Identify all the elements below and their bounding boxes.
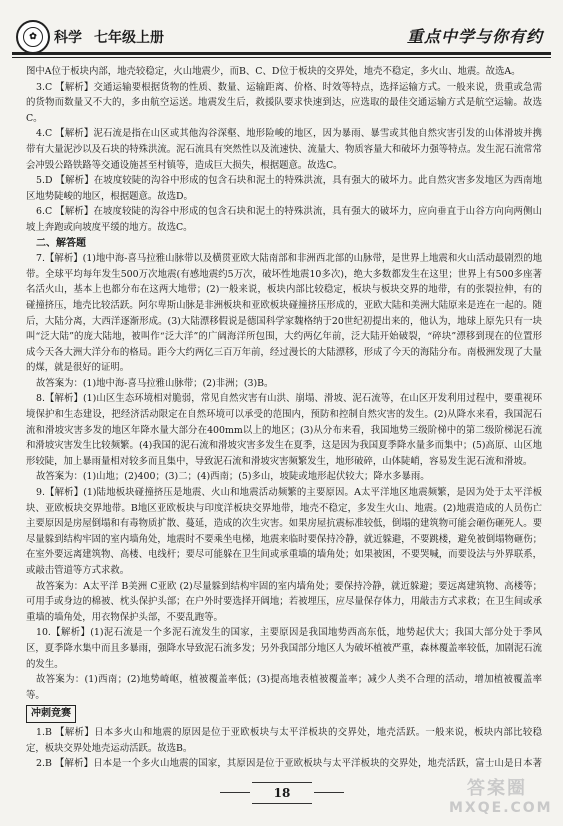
brand-title: 重点中学与你有约 <box>406 27 543 46</box>
answer-item: 5.D 【解析】在坡度较陡的沟谷中形成的包含石块和泥土的特殊洪流，具有强大的破坏力。此自然灾害多发地区为西南地区地势陡峻的地区，根据题意。故选D。 <box>26 175 542 202</box>
answer-item: 2.B 【解析】日本是一个多火山地震的国家，其原因是位于亚欧板块与太平洋板块的交界处，地壳活跃，富士山是日本著 <box>36 758 542 770</box>
answer-body <box>26 64 542 772</box>
answer-item: 7.【解析】(1)地中海-喜马拉雅山脉带以及横贯亚欧大陆南部和非洲西北部的山脉带，是世界上地震和火山活动最剧烈的地带。全球平均每年发生500万次地震(有感地震约5万次，破坏性地震10多次)，绝大多数都发生在这里；世界上有500多座著名活火山，基本上也都分布在这两大地带；(2)一般来说，板块内部比较稳定，板块与板块交界的地带，有的张裂拉伸，有的碰撞挤压，地壳比较活跃。阿尔卑斯山脉是非洲板块和亚欧板块碰撞挤压形成的，亚欧大陆和美洲大陆原来是连在一起的。随后，大陆分离，大西洋逐渐形成。(3)大陆漂移假说是德国科学家魏格纳于20世纪初提出来的，他认为，地球上原先只有一块叫“泛大陆”的庞大陆地，被叫作“泛大洋”的广阔海洋所包围，大约两亿年前，泛大陆开始破裂，“碎块”漂移到现在的位置形成今天各大洲大洋分布的格局。距今大约两亿三百万年前，经过漫长的大陆漂移，形成了今天的海陆分布。南极洲发现了大量的煤，就是很好的证明。 <box>26 253 542 374</box>
answer-item: 4.C 【解析】泥石流是指在山区或其他沟谷深壑、地形险峻的地区，因为暴雨、暴雪或其他自然灾害引发的山体滑坡并携带有大量泥沙以及石块的特殊洪流。泥石流具有突然性以及流速快、流量大、物质容量大和破坏力强等特点。发生泥石流常常会冲毁公路铁路等交通设施甚至村镇等，造成巨大损失，根据题意。故选C。 <box>26 128 542 171</box>
answer-item: 3.C 【解析】交通运输要根据货物的性质、数量、运输距离、价格、时效等特点，选择运输方式。一般来说，贵重或急需的货物而数量又不大的，多由航空运送。地震发生后，救援队要求快速到达，应选取的最佳交通运输方式是航空运输。故选C。 <box>26 81 542 124</box>
answer-item: 8.【解析】(1)山区生态环境相对脆弱，常见自然灾害有山洪、崩塌、滑坡、泥石流等，在山区开发利用过程中，要重视环境保护和生态建设，把经济活动限定在自然环境可以承受的范围内，预防和控制自然灾害的发生。(2)从降水来看，我国泥石流和滑坡灾害多发的地区年降水量大部分在400mm以上的地区；(3)从分布来看，我国地势三级阶梯中的第二级阶梯泥石流和滑坡灾害发生比较频繁。(4)我国的泥石流和滑坡灾害多发生在夏季，这是因为我国夏季降水量多而集中；(5)高原、山区地形较陡，加上暴雨量相对较多而且集中，导致泥石流和滑坡灾害频繁发生，地形破碎，山体陡峭，容易发生泥石流和滑坡。 <box>26 393 542 467</box>
header-rule-thin <box>12 57 551 58</box>
watermark-text-cn: 答案圈 <box>467 778 527 799</box>
answer-item: 6.C 【解析】在坡度较陡的沟谷中形成的包含石块和泥土的特殊洪流，具有强大的破坏力，应向垂直于山谷方向向两侧山坡上奔跑或向坡度平缓的地方。故选C。 <box>26 206 542 233</box>
answer-item: 9.【解析】(1)陆地板块碰撞挤压是地震、火山和地震活动频繁的主要原因。A太平洋地区地震频繁，是因为处于太平洋板块、亚欧板块交界地带。B地区亚欧板块与印度洋板块交界地带，地壳不稳定，多发生火山、地震。(2)地震造成的人员伤亡主要原因是房屋倒塌和有毒物质扩散、蔓延，造成的次生灾害。如果房屋抗震标准较低，倒塌的建筑物可能会砸伤砸死人。要尽量躲到结构牢固的室内墙角处，地震时不要乘坐电梯，地震来临时要保持冷静，就近躲避，不要跳楼，避免被倒塌物砸伤；在室外要远离建筑物、高楼、电线杆；要尽可能躲在卫生间或承重墙的墙角处；如果被困，不要哭喊，而要设法与外界联系，或敲击管道等方式求救。 <box>26 487 542 576</box>
school-logo <box>16 20 50 54</box>
section-title: 二、解答题 <box>36 237 86 249</box>
text-line: 图中A位于板块内部，地壳较稳定，火山地震少，而B、C、D位于板块的交界处，地壳不稳定，多火山、地震。故选A。 <box>26 66 521 77</box>
answer-summary: 故答案为：A太平洋 B美洲 C亚欧 (2)尽量躲到结构牢固的室内墙角处；要保持冷静，就近躲避；要远离建筑物、高楼等；可用手或身边的棉被、枕头保护头部；在户外时要选择开阔地；若被埋压，应尽量保存体力，用敲击方式求救；在卫生间或承重墙的墙角处，用衣物保护头部，不要乱跑等。 <box>26 580 542 623</box>
sprint-section-title: 冲刺竞赛 <box>26 705 76 723</box>
grade-label: 七年级上册 <box>94 30 164 46</box>
logo-emblem-icon: ✿ <box>23 27 43 47</box>
subject-label: 科学 <box>54 30 82 46</box>
watermark-logo <box>449 778 553 820</box>
answer-summary: 故答案为：(1)山地；(2)400；(3)二；(4)西南；(5)多山，坡陡或地形起伏较大；降水多暴雨。 <box>36 471 430 483</box>
page-header <box>0 0 563 62</box>
answer-summary: 故答案为：(1)西南；(2)地势崎岖，植被覆盖率低；(3)提高地表植被覆盖率；减少人类不合理的活动，增加植被覆盖率等。 <box>26 674 542 701</box>
answer-item: 10.【解析】(1)泥石流是一个多泥石流发生的国家，主要原因是我国地势西高东低，地势起伏大；我国大部分处于季风区，夏季降水集中而且多暴雨，强降水导致泥石流多发；另外我国部分地区人为破坏植被严重，森林覆盖率较低，加剧泥石流的发生。 <box>26 627 542 670</box>
answer-item: 1.B 【解析】日本多火山和地震的原因是位于亚欧板块与太平洋板块的交界处，地壳活跃。一般来说，板块内部比较稳定，板块交界处地壳运动活跃。故选B。 <box>26 726 542 754</box>
page-footer <box>0 780 563 826</box>
page-number: 18 <box>252 782 312 804</box>
watermark-text-en: MXQE.COM <box>449 800 553 816</box>
header-rule-thick <box>12 52 551 55</box>
answer-summary: 故答案为：(1)地中海-喜马拉雅山脉带；(2)非洲；(3)B。 <box>36 377 274 389</box>
